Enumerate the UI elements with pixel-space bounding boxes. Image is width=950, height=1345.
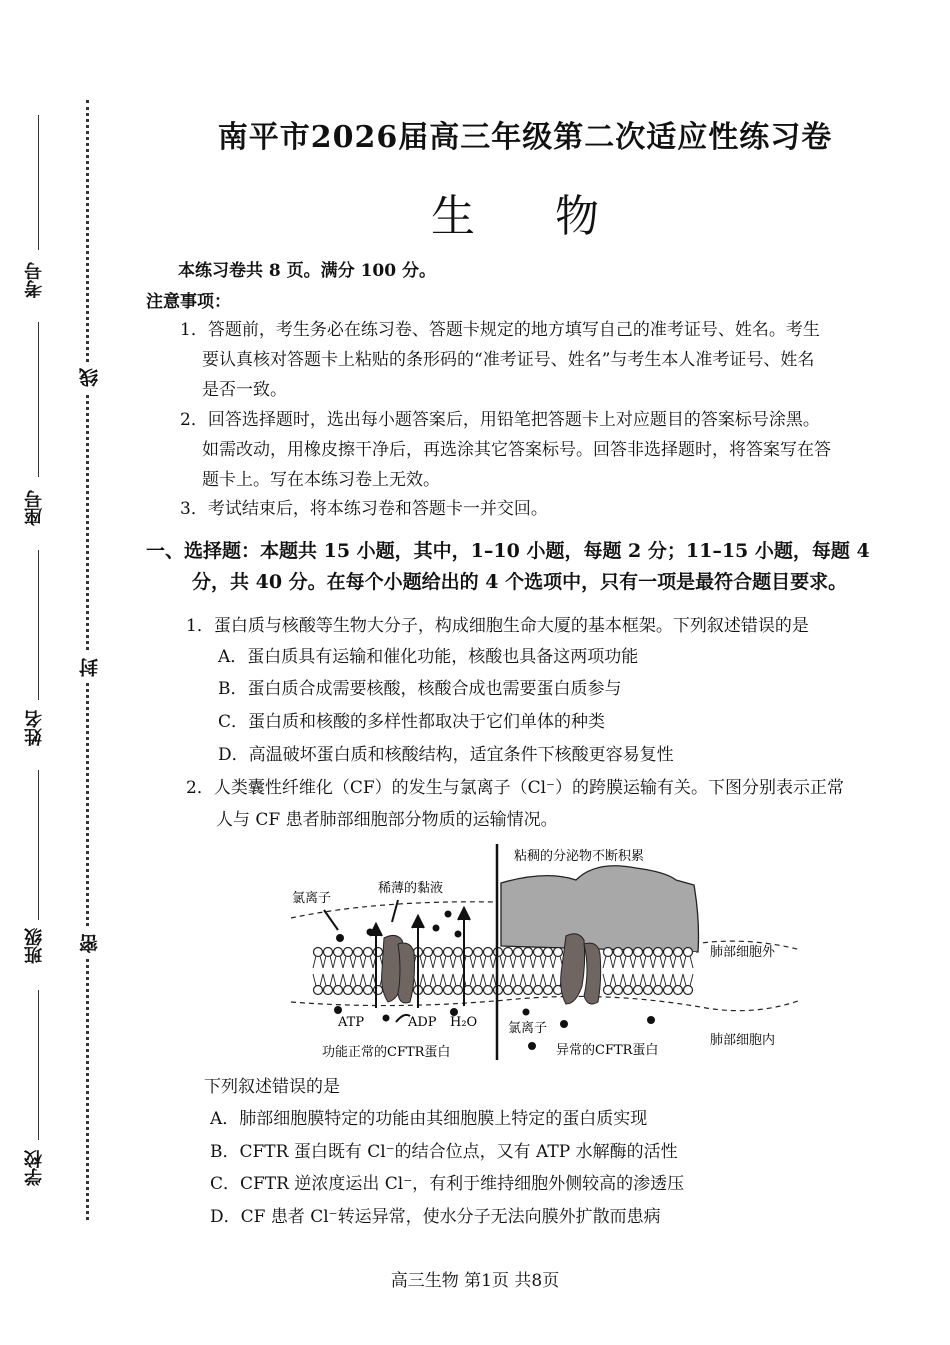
note-line: 2．回答选择题时，选出每小题答案后，用铅笔把答题卡上对应题目的答案标号涂黑。 bbox=[180, 410, 820, 430]
lipid-head bbox=[314, 948, 323, 957]
lipid-head bbox=[634, 986, 643, 995]
lipid-head bbox=[644, 948, 653, 957]
lipid-head bbox=[624, 986, 633, 995]
lipid-head bbox=[324, 986, 333, 995]
label-mucus: 稀薄的黏液 bbox=[378, 881, 444, 896]
q2-option-b: B．CFTR 蛋白既有 Cl⁻的结合位点，又有 ATP 水解酶的活性 bbox=[210, 1142, 678, 1162]
field-exam-number: 考号 bbox=[24, 262, 45, 298]
lipid-tail bbox=[313, 974, 316, 986]
note-line: 如需改动，用橡皮擦干净后，再选涂其它答案标号。回答非选择题时，将答案写在答 bbox=[202, 440, 831, 460]
section-heading: 一、选择题：本题共 15 小题，其中，1–10 小题，每题 2 分；11–15 小题，每题 4 bbox=[146, 540, 870, 562]
lipid-head bbox=[354, 986, 363, 995]
lipid-head bbox=[554, 948, 563, 957]
label-secretion: 粘稠的分泌物不断积累 bbox=[514, 849, 645, 864]
lipid-head bbox=[674, 986, 683, 995]
field-class: 班级 bbox=[24, 928, 45, 964]
lipid-head bbox=[364, 986, 373, 995]
lipid-head bbox=[344, 948, 353, 957]
question-2-prompt: 下列叙述错误的是 bbox=[204, 1077, 340, 1097]
lipid-head bbox=[364, 948, 373, 957]
lipid-head bbox=[664, 986, 673, 995]
field-line bbox=[38, 990, 39, 1140]
field-name: 姓名 bbox=[24, 710, 45, 746]
q2-option-c: C．CFTR 逆浓度运出 Cl⁻，有利于维持细胞外侧较高的渗透压 bbox=[210, 1174, 685, 1194]
lipid-head bbox=[614, 986, 623, 995]
q1-option-c: C．蛋白质和核酸的多样性都取决于它们单体的种类 bbox=[218, 712, 606, 732]
label-chloride-left: 氯离子 bbox=[292, 891, 332, 906]
lipid-bilayer bbox=[313, 948, 696, 995]
label-inside-cell: 肺部细胞内 bbox=[710, 1033, 776, 1048]
lipid-head bbox=[344, 986, 353, 995]
lipid-head bbox=[524, 948, 533, 957]
lipid-head bbox=[454, 986, 463, 995]
lipid-head bbox=[374, 948, 383, 957]
lipid-head bbox=[684, 948, 693, 957]
subject-title: 生物 bbox=[431, 191, 679, 242]
lipid-head bbox=[614, 948, 623, 957]
section-heading-cont: 分，共 40 分。在每个小题给出的 4 个选项中，只有一项是最符合题目要求。 bbox=[192, 571, 848, 593]
q2-option-a: A．肺部细胞膜特定的功能由其细胞膜上特定的蛋白质实现 bbox=[210, 1109, 648, 1129]
lipid-head bbox=[354, 948, 363, 957]
lipid-tail bbox=[313, 956, 316, 968]
q1-option-a: A．蛋白质具有运输和催化功能，核酸也具备这两项功能 bbox=[218, 647, 639, 667]
lipid-head bbox=[434, 986, 443, 995]
label-normal-cftr: 功能正常的CFTR蛋白 bbox=[322, 1045, 451, 1060]
lipid-head bbox=[474, 986, 483, 995]
lipid-head bbox=[604, 986, 613, 995]
lipid-head bbox=[374, 986, 383, 995]
lipid-head bbox=[524, 986, 533, 995]
field-line bbox=[38, 322, 39, 477]
lipid-head bbox=[664, 948, 673, 957]
lipid-head bbox=[544, 986, 553, 995]
lipid-head bbox=[534, 948, 543, 957]
field-seat-number: 座号 bbox=[24, 490, 45, 526]
lipid-head bbox=[514, 948, 523, 957]
paper-info: 本练习卷共 8 页。满分 100 分。 bbox=[178, 261, 436, 281]
label-outside-cell: 肺部细胞外 bbox=[710, 945, 776, 960]
seal-word-line: 线 bbox=[76, 362, 98, 393]
q1-option-d: D．高温破坏蛋白质和核酸结构，适宜条件下核酸更容易复性 bbox=[218, 745, 674, 765]
lipid-head bbox=[454, 948, 463, 957]
note-line: 1．答题前，考生务必在练习卷、答题卡规定的地方填写自己的准考证号、姓名。考生 bbox=[180, 320, 820, 340]
page-footer: 高三生物 第1页 共8页 bbox=[390, 1271, 560, 1291]
label-h2o: H₂O bbox=[450, 1015, 478, 1030]
q1-option-b: B．蛋白质合成需要核酸，核酸合成也需要蛋白质参与 bbox=[218, 679, 622, 699]
lipid-head bbox=[314, 986, 323, 995]
abnormal-cftr-protein bbox=[561, 934, 601, 1004]
lipid-head bbox=[424, 986, 433, 995]
cftr-membrane-figure bbox=[286, 840, 806, 1066]
lipid-head bbox=[634, 948, 643, 957]
lipid-head bbox=[334, 986, 343, 995]
inner-boundary-line bbox=[291, 996, 801, 1010]
secretion-mass bbox=[501, 866, 699, 952]
notes-heading: 注意事项： bbox=[146, 292, 231, 312]
question-2-stem-cont: 人与 CF 患者肺部细胞部分物质的运输情况。 bbox=[216, 810, 558, 830]
exam-title: 南平市2026届高三年级第二次适应性练习卷 bbox=[217, 120, 833, 155]
lipid-head bbox=[644, 986, 653, 995]
lipid-head bbox=[434, 948, 443, 957]
lipid-head bbox=[484, 986, 493, 995]
lipid-head bbox=[484, 948, 493, 957]
label-adp: ADP bbox=[408, 1015, 437, 1030]
lipid-head bbox=[474, 948, 483, 957]
lipid-head bbox=[324, 948, 333, 957]
q2-option-d: D．CF 患者 Cl⁻转运异常，使水分子无法向膜外扩散而患病 bbox=[210, 1207, 661, 1227]
lipid-head bbox=[654, 986, 663, 995]
lipid-head bbox=[514, 986, 523, 995]
normal-cftr-protein bbox=[382, 935, 415, 1003]
lipid-head bbox=[444, 986, 453, 995]
lipid-head bbox=[504, 948, 513, 957]
note-line: 题卡上。写在本练习卷上无效。 bbox=[202, 470, 440, 490]
label-abnormal-cftr: 异常的CFTR蛋白 bbox=[556, 1043, 659, 1058]
lipid-head bbox=[654, 948, 663, 957]
field-school: 学校 bbox=[24, 1150, 45, 1186]
note-line: 3．考试结束后，将本练习卷和答题卡一并交回。 bbox=[180, 499, 548, 519]
lipid-head bbox=[444, 948, 453, 957]
lipid-head bbox=[534, 986, 543, 995]
lipid-head bbox=[504, 986, 513, 995]
note-line: 是否一致。 bbox=[202, 380, 287, 400]
lipid-head bbox=[674, 948, 683, 957]
lipid-head bbox=[334, 948, 343, 957]
question-1-stem: 1．蛋白质与核酸等生物大分子，构成细胞生命大厦的基本框架。下列叙述错误的是 bbox=[186, 616, 809, 636]
label-atp: ATP bbox=[338, 1015, 365, 1030]
lipid-head bbox=[604, 948, 613, 957]
lipid-head bbox=[624, 948, 633, 957]
question-2-stem: 2．人类囊性纤维化（CF）的发生与氯离子（Cl⁻）的跨膜运输有关。下图分别表示正常 bbox=[186, 778, 845, 798]
lipid-head bbox=[684, 986, 693, 995]
field-line bbox=[38, 770, 39, 920]
note-line: 要认真核对答题卡上粘贴的条形码的“准考证号、姓名”与考生本人准考证号、姓名 bbox=[202, 350, 815, 370]
seal-word-seal: 封 bbox=[76, 652, 98, 683]
lipid-head bbox=[544, 948, 553, 957]
label-chloride-right: 氯离子 bbox=[508, 1021, 548, 1036]
lipid-head bbox=[424, 948, 433, 957]
seal-word-secret: 密 bbox=[76, 928, 98, 959]
field-line bbox=[38, 550, 39, 700]
